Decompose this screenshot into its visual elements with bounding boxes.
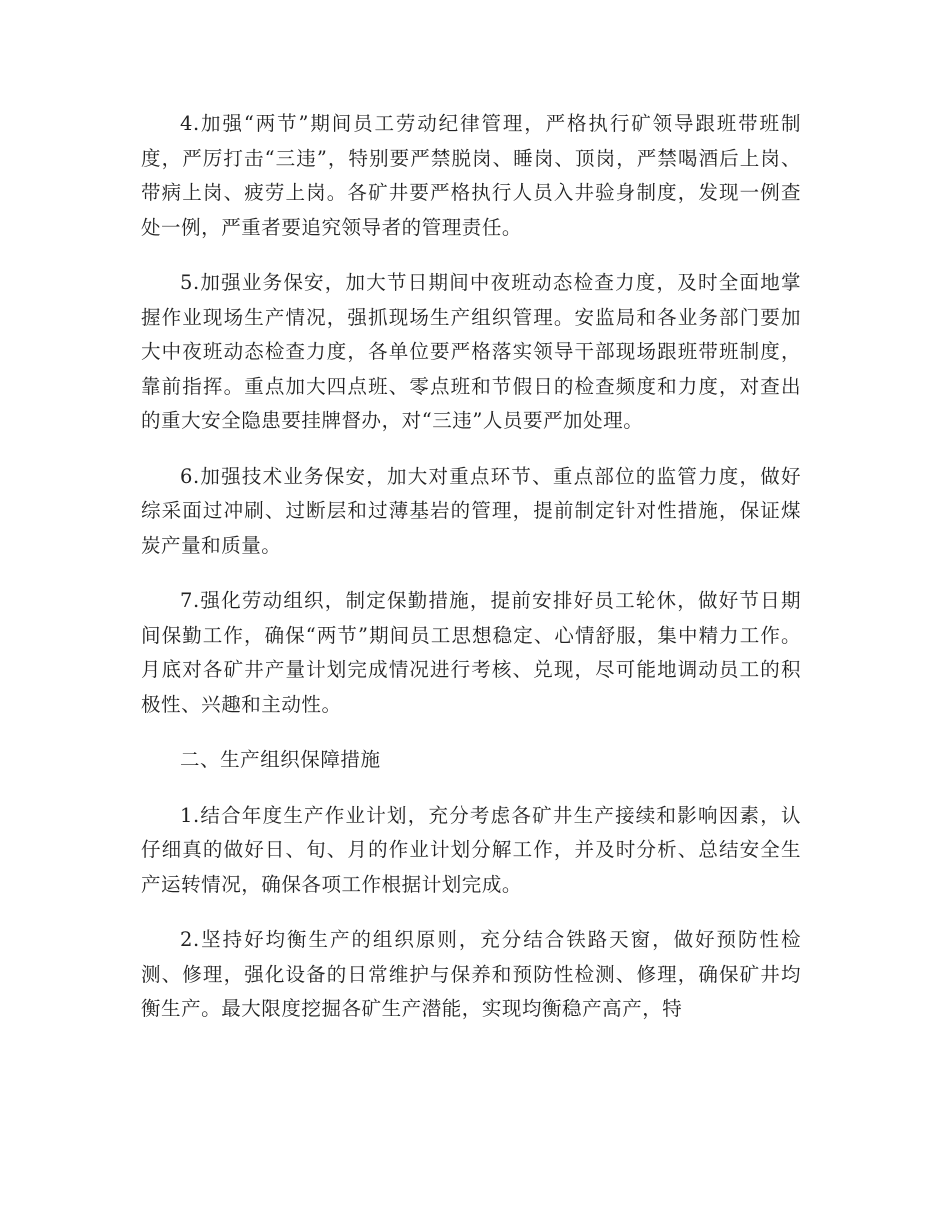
paragraph-item-1: 1.结合年度生产作业计划，充分考虑各矿井生产接续和影响因素，认仔细真的做好日、旬、月的作业计划分解工作，并及时分析、总结安全生产运转情况，确保各项工作根据计划完成。 [141, 803, 801, 896]
paragraph-item-7: 7.强化劳动组织，制定保勤措施，提前安排好员工轮休，做好节日期间保勤工作，确保“两节”期间员工思想稳定、心情舒服，集中精力工作。月底对各矿井产量计划完成情况进行考核、兑现，尽可能地调动员工的积极性、兴趣和主动性。 [141, 589, 801, 716]
paragraph-item-4: 4.加强“两节”期间员工劳动纪律管理，严格执行矿领导跟班带班制度，严厉打击“三违”，特别要严禁脱岗、睡岗、顶岗，严禁喝酒后上岗、带病上岗、疲劳上岗。各矿井要严格执行人员入井验身制度，发现一例查处一例，严重者要追究领导者的管理责任。 [141, 112, 801, 239]
paragraph-item-6: 6.加强技术业务保安，加大对重点环节、重点部位的监管力度，做好综采面过冲刷、过断层和过薄基岩的管理，提前制定针对性措施，保证煤炭产量和质量。 [141, 464, 801, 557]
paragraph-item-5: 5.加强业务保安，加大节日期间中夜班动态检查力度，及时全面地掌握作业现场生产情况，强抓现场生产组织管理。安监局和各业务部门要加大中夜班动态检查力度，各单位要严格落实领导干部现场跟班带班制度，靠前指挥。重点加大四点班、零点班和节假日的检查频度和力度，对查出的重大安全隐患要挂牌督办，对“三违”人员要严加处理。 [141, 271, 801, 432]
section-heading: 二、生产组织保障措施 [180, 748, 381, 771]
document-body [141, 107, 801, 1048]
paragraph-item-2: 2.坚持好均衡生产的组织原则，充分结合铁路天窗，做好预防性检测、修理，强化设备的日常维护与保养和预防性检测、修理，确保矿井均衡生产。最大限度挖掘各矿生产潜能，实现均衡稳产高产，特 [141, 928, 801, 1020]
